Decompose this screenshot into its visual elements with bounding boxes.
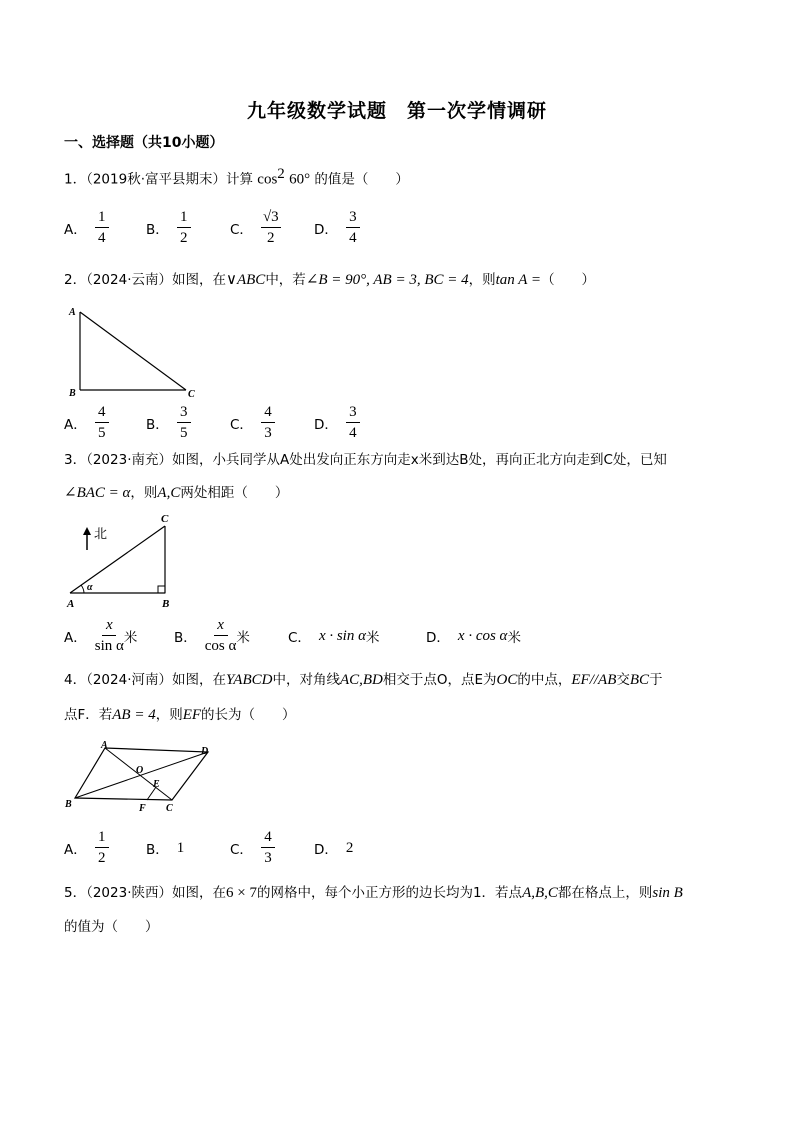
q4-option-d[interactable]: D． 2 xyxy=(314,839,354,858)
q1-option-b-fraction: $\frac{1}{2}$ xyxy=(177,209,191,247)
q1-exp: 2 xyxy=(277,166,285,182)
q2-label-a: A xyxy=(69,307,76,318)
q1-option-b[interactable]: B． $\frac{1}{2}$ xyxy=(146,208,191,248)
q1-option-a-fraction: $\frac{1}{4}$ xyxy=(95,209,109,247)
q3-option-d[interactable]: D． x · cos α 米 xyxy=(426,627,521,646)
question-4-stem-line2: 点F．若AB = 4，则EF的长为（ ） xyxy=(64,707,296,723)
q3-north-label: 北 xyxy=(94,527,108,542)
q4-label-e: E xyxy=(153,779,160,790)
q4-label-a: A xyxy=(101,740,108,751)
q1-option-c-fraction: $\frac{√3}{2}$ xyxy=(262,209,279,246)
q2-triangle: ∨ABC xyxy=(226,272,266,288)
q3-label-alpha: α xyxy=(87,582,93,593)
question-1-stem: 1．（2019秋·富平县期末）计算 $\cos^2 60^\circ$ 的值是（ ） xyxy=(64,166,409,188)
question-5-stem-line1: 5．（2023·陕西）如图，在6 × 7的网格中，每个小正方形的边长均为1．若点A,B,C都在格点上，则sin B xyxy=(64,885,683,901)
q2-label-b: B xyxy=(69,388,76,399)
q2-option-c[interactable]: C． $\frac{4}{3}$ xyxy=(230,403,275,443)
q4-label-c: C xyxy=(166,803,173,814)
q2-condition: ∠B = 90°, AB = 3, BC = 4 xyxy=(305,272,469,288)
q3-figure xyxy=(60,510,190,614)
q3-option-a[interactable]: A． $\frac{x}{\text{sin α}}$ 米 xyxy=(64,617,138,654)
q1-func: cos xyxy=(257,171,278,188)
question-2-stem: 2．（2024·云南）如图，在∨ABC中，若∠B = 90°, AB = 3, BC = 4，则tan A =（ ） xyxy=(64,272,596,288)
q3-label-c: C xyxy=(161,513,169,525)
q4-option-c[interactable]: C． $\frac{4}{3}$ xyxy=(230,828,275,868)
page-title: 九年级数学试题 第一次学情调研 xyxy=(246,100,547,122)
q3-label-a: A xyxy=(67,598,75,610)
q4-parallelogram-figure xyxy=(60,736,220,818)
q2-option-d[interactable]: D． $\frac{3}{4}$ xyxy=(314,403,360,443)
question-3-stem-line1: 3．（2023·南充）如图，小兵同学从A处出发向正东方向走x米到达B处，再向正北方向走到C处，已知 xyxy=(64,452,667,468)
q2-option-a[interactable]: A． $\frac{4}{5}$ xyxy=(64,403,109,443)
q4-label-d: D xyxy=(201,746,209,757)
q3-label-b: B xyxy=(162,598,170,610)
question-5-stem-line2: 的值为（ ） xyxy=(64,919,159,935)
q3-option-c[interactable]: C． x · sin α 米 xyxy=(288,627,380,646)
q2-option-b[interactable]: B． $\frac{3}{5}$ xyxy=(146,403,191,443)
q4-option-b[interactable]: B． 1 xyxy=(146,839,185,858)
q4-label-o: O xyxy=(136,765,144,776)
q1-option-d[interactable]: D． $\frac{3}{4}$ xyxy=(314,208,360,248)
q4-label-b: B xyxy=(65,799,72,810)
q3-option-b[interactable]: B． $\frac{x}{\text{cos α}}$ 米 xyxy=(174,617,250,654)
q2-label-c: C xyxy=(188,389,195,400)
q1-arg: 60° xyxy=(289,171,311,188)
section-heading: 一、选择题（共10小题） xyxy=(64,135,224,151)
question-4-stem-line1: 4．（2024·河南）如图，在YABCD中，对角线AC,BD相交于点O，点E为OC的中点，EF//AB交BC于 xyxy=(64,672,663,688)
q1-option-a[interactable]: A． $\frac{1}{4}$ xyxy=(64,208,109,248)
q1-option-d-fraction: $\frac{3}{4}$ xyxy=(346,209,360,247)
q4-label-f: F xyxy=(139,803,146,814)
q2-triangle-figure xyxy=(64,302,204,402)
q2-target: tan A = xyxy=(495,272,542,288)
q1-option-c[interactable]: C． $\frac{√3}{2}$ xyxy=(230,209,279,246)
question-3-stem-line2: ∠BAC = α，则A,C两处相距（ ） xyxy=(64,485,289,501)
q4-option-a[interactable]: A． $\frac{1}{2}$ xyxy=(64,828,109,868)
